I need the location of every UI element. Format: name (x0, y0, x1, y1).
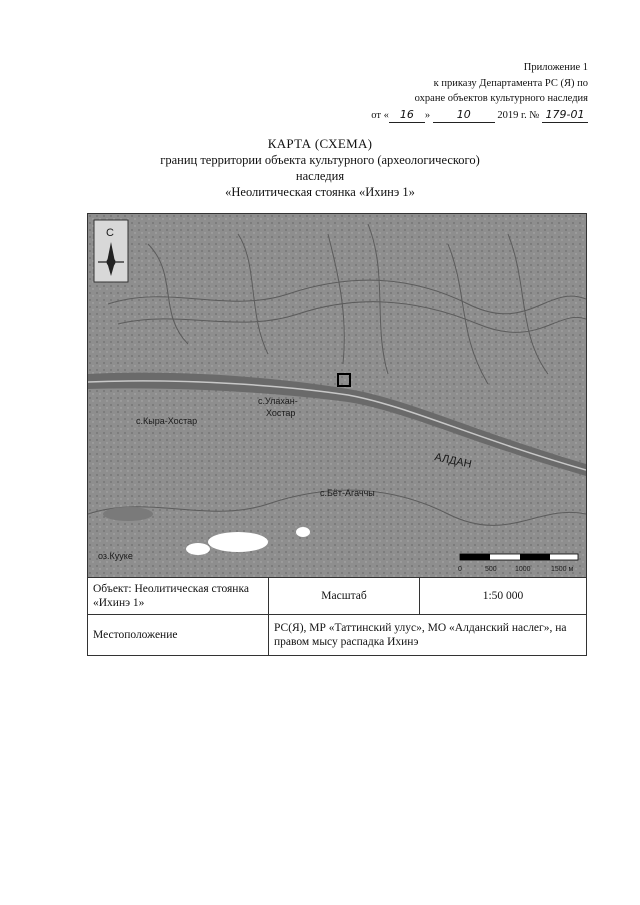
scale-tick-500: 500 (485, 566, 497, 573)
info-table (87, 577, 587, 656)
document-title (0, 136, 640, 200)
label-ulakhan-line2: Хостар (266, 408, 296, 418)
handwritten-month: 10 (433, 107, 495, 124)
appendix-line-3: охране объектов культурного наследия (414, 93, 588, 104)
appendix-line-2: к приказу Департамента РС (Я) по (433, 77, 588, 89)
appendix-date-line (288, 107, 588, 124)
location-label-cell: Местоположение (88, 615, 269, 656)
scale-tick-0: 0 (458, 566, 462, 573)
date-prefix: от « (371, 109, 389, 121)
label-kuuke-lake: оз.Кууке (98, 551, 133, 561)
label-aldan: АЛДАН (433, 451, 473, 471)
lake-3 (296, 527, 310, 537)
label-ulakhan-line1: с.Улахан- (258, 396, 298, 406)
table-row (88, 578, 587, 615)
lake-4 (103, 507, 153, 521)
handwritten-day: 16 (389, 107, 425, 124)
date-day-close: » (424, 109, 431, 121)
handwritten-number: 179-01 (542, 107, 588, 124)
location-value-cell: РС(Я), МР «Таттинский улус», МО «Алданский наслег», на правом мысу распадка Ихинэ (269, 615, 587, 656)
scale-tick-1500: 1500 м (551, 566, 574, 573)
title-line-1: КАРТА (СХЕМА) (267, 136, 373, 151)
lake-2 (186, 543, 210, 555)
object-label-cell: Объект: Неолитическая стоянка «Ихинэ 1» (88, 578, 269, 615)
scale-bar (460, 554, 578, 560)
scale-label-cell: Масштаб (269, 578, 420, 615)
compass-letter: С (106, 227, 114, 239)
title-line-3: наследия (295, 169, 345, 183)
label-byt-agachchy: с.Бёт-Агаччы (320, 488, 375, 498)
appendix-line-1: Приложение 1 (523, 62, 588, 73)
map-scheme (87, 213, 587, 578)
title-line-4: «Неолитическая стоянка «Ихинэ 1» (225, 185, 415, 199)
date-year: 2019 г. № (497, 109, 540, 121)
lake-1 (208, 532, 268, 552)
label-kyra-khostar: с.Кыра-Хостар (136, 416, 198, 426)
scale-value-cell: 1:50 000 (420, 578, 587, 615)
appendix-block (288, 60, 588, 123)
table-row (88, 615, 587, 656)
scale-tick-1000: 1000 (515, 566, 531, 573)
title-line-2: границ территории объекта культурного (археологического) (160, 153, 480, 167)
map-image (88, 214, 586, 577)
